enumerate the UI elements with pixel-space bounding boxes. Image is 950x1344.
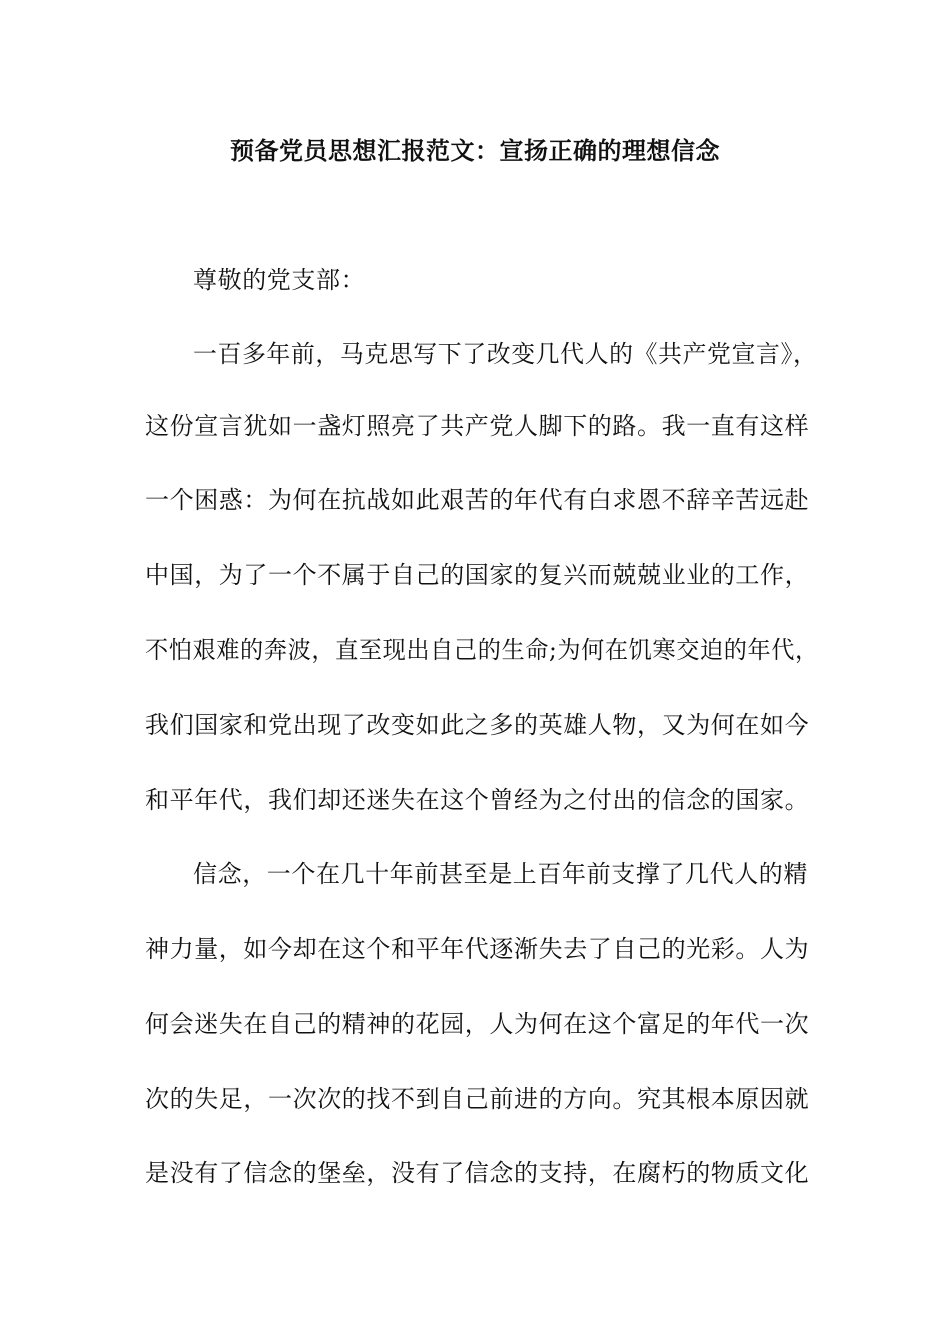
paragraph-line: 次的失足，一次次的找不到自己前进的方向。究其根本原因就 (145, 1085, 810, 1113)
paragraph-line: 中国，为了一个不属于自己的国家的复兴而兢兢业业的工作， (145, 561, 810, 589)
paragraph-line: 神力量，如今却在这个和平年代逐渐失去了自己的光彩。人为 (145, 935, 810, 963)
document-title: 预备党员思想汇报范文：宣扬正确的理想信念 (230, 136, 720, 165)
paragraph-line: 是没有了信念的堡垒，没有了信念的支持，在腐朽的物质文化 (145, 1159, 810, 1187)
paragraph-line: 何会迷失在自己的精神的花园，人为何在这个富足的年代一次 (145, 1010, 810, 1038)
paragraph-line: 一百多年前，马克思写下了改变几代人的《共产党宣言》， (193, 340, 818, 368)
paragraph-line: 信念，一个在几十年前甚至是上百年前支撑了几代人的精 (193, 860, 808, 888)
paragraph-line: 一个困惑：为何在抗战如此艰苦的年代有白求恩不辞辛苦远赴 (145, 486, 810, 514)
paragraph-line: 不怕艰难的奔波，直至现出自己的生命;为何在饥寒交迫的年代， (145, 636, 819, 664)
salutation: 尊敬的党支部： (193, 266, 366, 294)
paragraph-line: 和平年代，我们却还迷失在这个曾经为之付出的信念的国家。 (145, 786, 810, 814)
paragraph-line: 这份宣言犹如一盏灯照亮了共产党人脚下的路。我一直有这样 (145, 412, 810, 440)
paragraph-line: 我们国家和党出现了改变如此之多的英雄人物，又为何在如今 (145, 711, 810, 739)
